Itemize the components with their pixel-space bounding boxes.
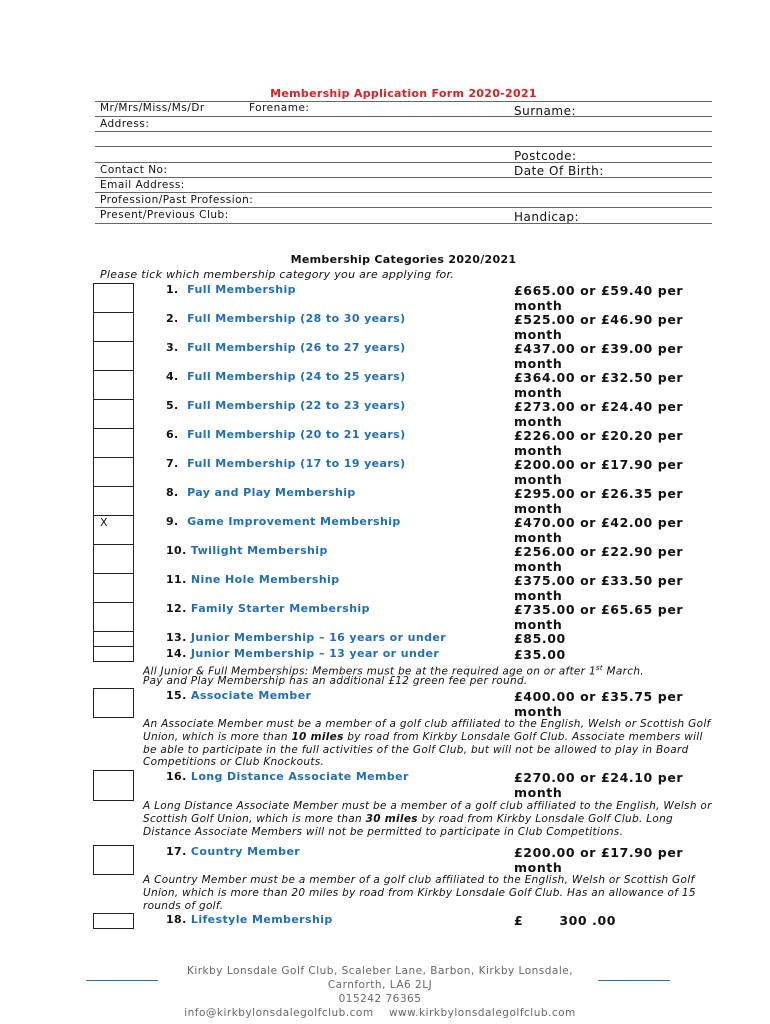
category-item-9: 9. Game Improvement Membership bbox=[166, 515, 401, 528]
checkbox-7[interactable] bbox=[93, 457, 134, 487]
checkbox-3[interactable] bbox=[93, 341, 134, 371]
footer-rule-right bbox=[598, 980, 670, 981]
category-price-5: £273.00 or £24.40 per month bbox=[514, 399, 684, 429]
club-field: Present/Previous Club: bbox=[100, 209, 229, 221]
category-price-9: £470.00 or £42.00 per month bbox=[514, 515, 684, 545]
categories-instruction: Please tick which membership category you are applying for. bbox=[100, 268, 455, 281]
checkbox-1[interactable] bbox=[93, 283, 134, 313]
checkbox-11[interactable] bbox=[93, 573, 134, 603]
category-price-3: £437.00 or £39.00 per month bbox=[514, 341, 684, 371]
address-field: Address: bbox=[100, 118, 150, 130]
profession-field: Profession/Past Profession: bbox=[100, 194, 254, 206]
category-price-2: £525.00 or £46.90 per month bbox=[514, 312, 684, 342]
checkbox-2[interactable] bbox=[93, 312, 134, 342]
checkbox-mark: X bbox=[100, 516, 108, 529]
categories-title: Membership Categories 2020/2021 bbox=[290, 253, 517, 266]
checkbox-13[interactable] bbox=[93, 631, 134, 647]
divider bbox=[95, 207, 712, 208]
category-item-5: 5. Full Membership (22 to 23 years) bbox=[166, 399, 406, 412]
checkbox-15[interactable] bbox=[93, 688, 134, 718]
category-item-3: 3. Full Membership (26 to 27 years) bbox=[166, 341, 406, 354]
dob-field: Date Of Birth: bbox=[514, 164, 604, 178]
checkbox-16[interactable] bbox=[93, 770, 134, 801]
category-price-7: £200.00 or £17.90 per month bbox=[514, 457, 684, 487]
category-item-14: 14. Junior Membership – 13 year or under bbox=[166, 647, 440, 660]
country-note: A Country Member must be a member of a golf club affiliated to the English, Welsh or Scottish Golf Union, which is more than 20 miles by road from Kirkby Lonsdale Golf Club. Has an allowance of 15 rounds of golf. bbox=[143, 874, 696, 912]
category-item-13: 13. Junior Membership – 16 years or under bbox=[166, 631, 447, 644]
divider bbox=[95, 223, 712, 224]
checkbox-4[interactable] bbox=[93, 370, 134, 400]
category-price-16: £270.00 or £24.10 per month bbox=[514, 770, 684, 800]
category-item-8: 8. Pay and Play Membership bbox=[166, 486, 356, 499]
category-item-11: 11. Nine Hole Membership bbox=[166, 573, 340, 586]
footer bbox=[160, 964, 600, 1020]
title-field: Mr/Mrs/Miss/Ms/Dr bbox=[100, 102, 205, 114]
category-price-12: £735.00 or £65.65 per month bbox=[514, 602, 684, 632]
category-price-4: £364.00 or £32.50 per month bbox=[514, 370, 684, 400]
checkbox-17[interactable] bbox=[93, 845, 134, 875]
checkbox-18[interactable] bbox=[93, 913, 134, 929]
category-item-17: 17. Country Member bbox=[166, 845, 301, 858]
divider bbox=[95, 131, 712, 132]
email-field: Email Address: bbox=[100, 179, 185, 191]
footer-website[interactable]: www.kirkbylonsdalegolfclub.com bbox=[388, 1007, 576, 1019]
associate-note: An Associate Member must be a member of a golf club affiliated to the English, Welsh or Scottish Golf Union, which is more than 10 miles by road from Kirkby Lonsdale Golf Club. Associate members will be able to participate in the full activities of the Golf Club, but will not be allowed to play in Board Competitions or Club Knockouts. bbox=[143, 718, 711, 769]
checkbox-12[interactable] bbox=[93, 602, 134, 632]
payplay-note: Pay and Play Membership has an additional £12 green fee per round. bbox=[143, 675, 528, 687]
category-price-18: £ 300 .00 bbox=[514, 913, 617, 928]
divider bbox=[95, 162, 712, 163]
category-price-15: £400.00 or £35.75 per month bbox=[514, 689, 684, 719]
checkbox-8[interactable] bbox=[93, 486, 134, 516]
category-item-6: 6. Full Membership (20 to 21 years) bbox=[166, 428, 406, 441]
divider bbox=[95, 116, 712, 117]
contact-field: Contact No: bbox=[100, 164, 168, 176]
footer-contact bbox=[160, 1006, 600, 1020]
category-price-11: £375.00 or £33.50 per month bbox=[514, 573, 684, 603]
category-item-15: 15. Associate Member bbox=[166, 689, 312, 702]
category-item-18: 18. Lifestyle Membership bbox=[166, 913, 333, 926]
category-price-1: £665.00 or £59.40 per month bbox=[514, 283, 684, 313]
category-price-6: £226.00 or £20.20 per month bbox=[514, 428, 684, 458]
category-price-14: £35.00 bbox=[514, 647, 566, 662]
divider bbox=[95, 146, 712, 147]
long-distance-note: A Long Distance Associate Member must be a member of a golf club affiliated to the English, Welsh or Scottish Golf Union, which is more than 30 miles by road from Kirkby Lonsdale Golf Club. Long Distance Associate Members will not be permitted to participate in Club Competitions. bbox=[143, 800, 712, 838]
category-price-17: £200.00 or £17.90 per month bbox=[514, 845, 684, 875]
postcode-field: Postcode: bbox=[514, 149, 577, 163]
footer-email[interactable]: info@kirkbylonsdalegolfclub.com bbox=[184, 1007, 374, 1019]
category-item-12: 12. Family Starter Membership bbox=[166, 602, 370, 615]
category-price-10: £256.00 or £22.90 per month bbox=[514, 544, 684, 574]
divider bbox=[95, 177, 712, 178]
handicap-field: Handicap: bbox=[514, 210, 580, 224]
form-title: Membership Application Form 2020-2021 bbox=[270, 87, 537, 100]
surname-field: Surname: bbox=[514, 104, 577, 118]
category-price-8: £295.00 or £26.35 per month bbox=[514, 486, 684, 516]
category-item-4: 4. Full Membership (24 to 25 years) bbox=[166, 370, 406, 383]
junior-note: All Junior & Full Memberships: Members must be at the required age on or after 1st March. bbox=[143, 664, 644, 678]
category-item-1: 1. Full Membership bbox=[166, 283, 296, 296]
checkbox-5[interactable] bbox=[93, 399, 134, 429]
checkbox-6[interactable] bbox=[93, 428, 134, 458]
checkbox-10[interactable] bbox=[93, 544, 134, 574]
footer-phone: 015242 76365 bbox=[338, 993, 422, 1005]
footer-address-1: Kirkby Lonsdale Golf Club, Scaleber Lane, Barbon, Kirkby Lonsdale, bbox=[186, 965, 574, 977]
category-item-10: 10. Twilight Membership bbox=[166, 544, 328, 557]
category-price-13: £85.00 bbox=[514, 631, 566, 646]
category-item-7: 7. Full Membership (17 to 19 years) bbox=[166, 457, 406, 470]
category-item-2: 2. Full Membership (28 to 30 years) bbox=[166, 312, 406, 325]
footer-address-2: Carnforth, LA6 2LJ bbox=[327, 979, 433, 991]
divider bbox=[95, 192, 712, 193]
checkbox-14[interactable] bbox=[93, 646, 134, 662]
forename-field: Forename: bbox=[249, 102, 310, 114]
category-item-16: 16. Long Distance Associate Member bbox=[166, 770, 409, 783]
footer-rule-left bbox=[86, 980, 158, 981]
